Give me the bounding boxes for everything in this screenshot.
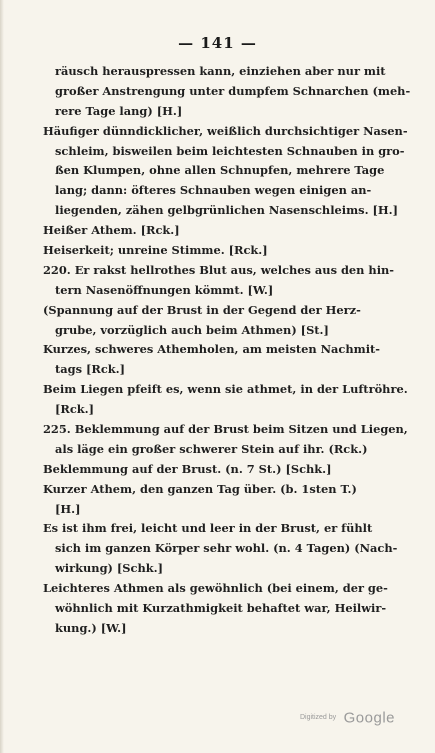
text-line: 225. Beklemmung auf der Brust beim Sitzen und Liegen, bbox=[43, 422, 408, 437]
text-line: räusch herauspressen kann, einziehen aber nur mit bbox=[55, 64, 386, 78]
text-line: [Rck.] bbox=[55, 402, 95, 417]
watermark-prefix: Digitized by bbox=[299, 714, 337, 722]
text-line: tags [Rck.] bbox=[55, 362, 126, 377]
text-line: Heißer Athem. [Rck.] bbox=[43, 223, 180, 238]
text-line: grube, vorzüglich auch beim Athmen) [St.] bbox=[55, 322, 329, 337]
text-line: 220. Er rakst hellrothes Blut aus, welches aus den hin- bbox=[43, 262, 395, 277]
text-line: [H.] bbox=[55, 501, 81, 516]
text-line: Kurzes, schweres Athemholen, am meisten Nachmit- bbox=[43, 342, 381, 357]
text-line: Kurzer Athem, den ganzen Tag über. (b. 1sten T.) bbox=[43, 481, 357, 496]
text-line: wirkung) [Schk.] bbox=[55, 561, 163, 576]
page-body bbox=[43, 62, 411, 639]
page-number: — 141 — bbox=[178, 34, 257, 52]
text-line: ßen Klumpen, ohne allen Schnupfen, mehrere Tage bbox=[55, 163, 385, 178]
text-line: schleim, bisweilen beim leichtesten Schnauben in gro- bbox=[55, 143, 405, 158]
text-line: (Spannung auf der Brust in der Gegend der Herz- bbox=[43, 302, 361, 317]
text-line: Beklemmung auf der Brust. (n. 7 St.) [Schk.] bbox=[43, 461, 332, 476]
text-line: Beim Liegen pfeift es, wenn sie athmet, in der Luftröhre. bbox=[43, 382, 408, 397]
text-line: Leichteres Athmen als gewöhnlich (bei einem, der ge- bbox=[43, 581, 388, 596]
text-line: sich im ganzen Körper sehr wohl. (n. 4 Tagen) (Nach- bbox=[55, 541, 398, 556]
text-line: lang; dann: öfteres Schnauben wegen einigen an- bbox=[55, 183, 372, 198]
page-edge-shadow bbox=[0, 0, 4, 753]
text-line: liegenden, zähen gelbgrünlichen Nasenschleims. [H.] bbox=[55, 203, 399, 218]
text-line: großer Anstrengung unter dumpfem Schnarchen (meh- bbox=[55, 83, 411, 98]
text-line: wöhnlich mit Kurzathmigkeit behaftet war, Heilwir- bbox=[55, 601, 387, 616]
text-line: Es ist ihm frei, leicht und leer in der Brust, er fühlt bbox=[43, 521, 373, 536]
digitized-watermark bbox=[300, 709, 395, 727]
watermark-brand: Google bbox=[343, 709, 395, 727]
text-line: als läge ein großer schwerer Stein auf ihr. (Rck.) bbox=[55, 441, 368, 456]
text-line: kung.) [W.] bbox=[55, 620, 127, 635]
text-line: rere Tage lang) [H.] bbox=[55, 103, 183, 118]
text-line: tern Nasenöffnungen kömmt. [W.] bbox=[55, 282, 274, 297]
text-line: Heiserkeit; unreine Stimme. [Rck.] bbox=[43, 243, 268, 258]
text-line: Häufiger dünndicklicher, weißlich durchsichtiger Nasen- bbox=[43, 123, 408, 138]
